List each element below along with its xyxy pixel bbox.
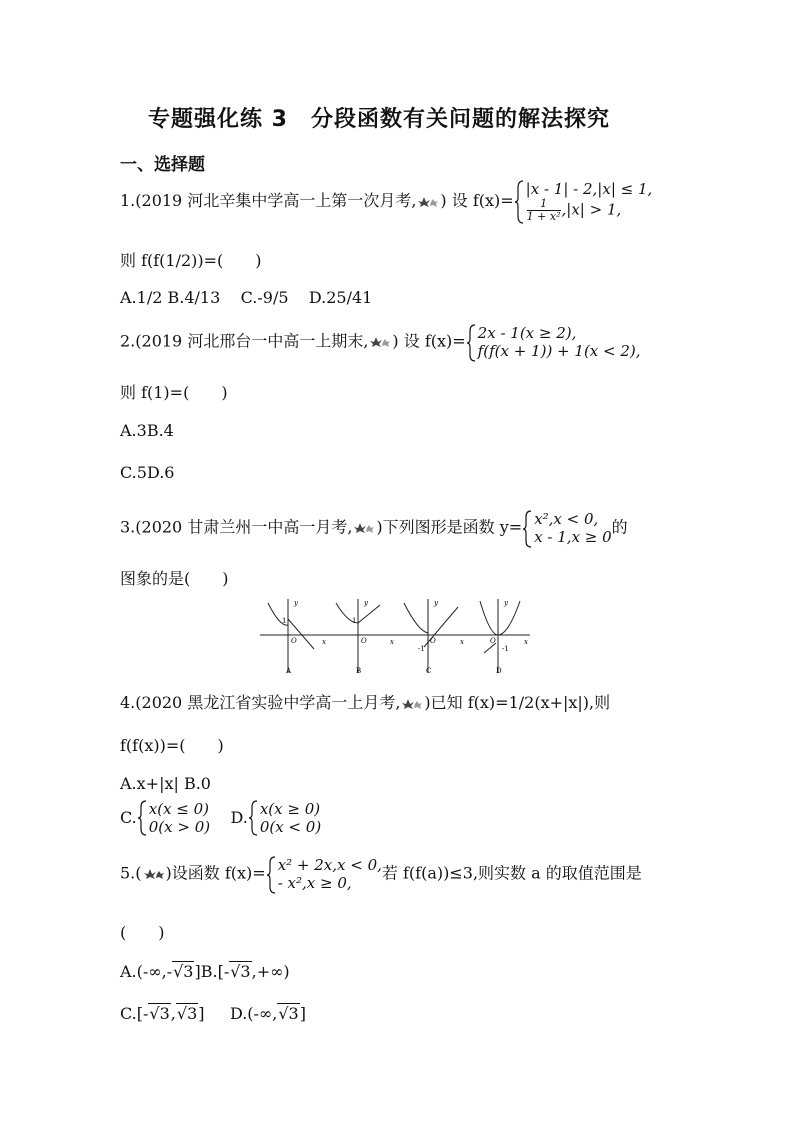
q5-options-cd <box>120 1004 306 1023</box>
graph-c-curve <box>404 603 428 633</box>
q1-option-d[interactable]: D.25/41 <box>308 288 373 307</box>
q5-option-a[interactable]: A.(-∞,-√3] <box>120 962 201 981</box>
q4-stem2: )已知 f(x)= <box>424 693 509 712</box>
page-title: 专题强化练 3 分段函数有关问题的解法探究 <box>148 107 610 132</box>
origin-label: O <box>430 637 436 645</box>
q4-options-cd <box>120 800 321 836</box>
q4-option-d[interactable]: D. x(x ≥ 0) 0(x < 0) <box>230 800 322 836</box>
q4-ask: f(f(x))=( ) <box>120 736 224 755</box>
q4-option-c-line2: 0(x > 0) <box>148 818 211 836</box>
q1-fraction: $\frac{1}{\text{1 + x²}}$ <box>526 197 561 223</box>
q3-piece2: x - 1,x ≥ 0 <box>534 528 612 546</box>
q2-stem: 2.(2019 河北邢台一中高一上期末, <box>120 331 369 351</box>
q3-piecewise <box>522 510 611 546</box>
brace-icon <box>514 180 524 224</box>
q2-piece2: f(f(x + 1)) + 1(x < 2), <box>477 342 641 360</box>
q4-option-c-line1: x(x ≤ 0) <box>148 800 210 818</box>
q3-piece1: x²,x < 0, <box>534 510 599 528</box>
q1-stem2: ) 设 f(x)= <box>440 191 514 210</box>
q2-options-ab[interactable]: A.3B.4 <box>120 421 174 440</box>
q5-stem2: )设函数 f(x)= <box>165 863 266 883</box>
graph-label-b: B <box>356 667 362 675</box>
q1-ask: 则 f(f(1/2))=( ) <box>120 251 262 270</box>
brace-icon <box>137 800 147 836</box>
q5-stem: 5.( <box>120 863 142 883</box>
axis-label-y: y <box>364 599 368 607</box>
difficulty-star-icon <box>418 196 438 208</box>
graph-option-d[interactable] <box>480 599 528 675</box>
q2-options-cd[interactable]: C.5D.6 <box>120 463 175 482</box>
tick-label: 1 <box>282 617 287 625</box>
q4-option-c[interactable]: C. x(x ≤ 0) 0(x > 0) <box>120 800 211 836</box>
graph-label-a: A <box>286 667 292 675</box>
q4-option-d-line1: x(x ≥ 0) <box>259 800 321 818</box>
q5-ask: ( ) <box>120 923 165 942</box>
q5-stem3: 若 f(f(a))≤3,则实数 a 的取值范围是 <box>381 863 642 883</box>
q5-option-b[interactable]: B.[-√3,+∞) <box>200 962 290 981</box>
difficulty-star-icon <box>354 522 374 534</box>
graph-option-b[interactable] <box>336 599 394 675</box>
graph-option-c[interactable] <box>404 599 464 675</box>
q2-piecewise <box>466 324 641 360</box>
difficulty-star-icon <box>370 336 390 348</box>
q5-piece2: - x²,x ≥ 0, <box>277 874 352 892</box>
brace-icon <box>466 324 476 362</box>
origin-label: O <box>291 637 297 645</box>
brace-icon <box>522 510 532 548</box>
q1-option-b[interactable]: B.4/13 <box>167 288 221 307</box>
q1-piecewise <box>514 180 653 223</box>
q3-graphs-figure <box>258 597 538 677</box>
difficulty-star-icon <box>144 868 164 880</box>
q3-stem2: )下列图形是函数 y= <box>376 517 523 537</box>
q1-option-a[interactable]: A.1/2 <box>120 288 163 307</box>
question-2 <box>120 324 641 360</box>
q1-options <box>120 288 372 307</box>
tick-label: -1 <box>502 645 509 653</box>
q1-piece1: |x - 1| - 2,|x| ≤ 1, <box>525 180 653 198</box>
q1-option-c[interactable]: C.-9/5 <box>240 288 289 307</box>
q3-ask: 图象的是( ) <box>120 569 229 588</box>
axis-label-x: x <box>322 638 326 646</box>
q4-options-ab[interactable]: A.x+|x| B.0 <box>120 774 211 793</box>
question-1 <box>120 180 652 223</box>
axis-label-y: y <box>504 599 508 607</box>
q5-option-d[interactable]: D.(-∞,√3] <box>229 1004 306 1023</box>
graph-label-d: D <box>496 667 502 675</box>
difficulty-star-icon <box>402 698 422 710</box>
graph-d-curve-left <box>480 601 498 635</box>
axis-label-y: y <box>294 599 298 607</box>
section-heading: 一、选择题 <box>120 155 205 175</box>
origin-label: O <box>490 637 496 645</box>
brace-icon <box>248 800 258 836</box>
q5-options-ab <box>120 962 290 981</box>
q5-piece1: x² + 2x,x < 0, <box>277 856 382 874</box>
q3-stem: 3.(2020 甘肃兰州一中高一月考, <box>120 517 353 537</box>
q2-ask: 则 f(1)=( ) <box>120 383 228 402</box>
axis-label-x: x <box>460 638 464 646</box>
axis-label-y: y <box>434 599 438 607</box>
q5-piecewise <box>266 856 382 892</box>
axis-label-x: x <box>524 638 528 646</box>
graph-label-c: C <box>426 667 432 675</box>
q2-piece1: 2x - 1(x ≥ 2), <box>477 324 577 342</box>
q2-stem2: ) 设 f(x)= <box>392 331 466 351</box>
q4-option-d-line2: 0(x < 0) <box>259 818 322 836</box>
q1-piece2: $\frac{1}{\text{1 + x²}}$ ,|x| > 1, <box>526 197 622 223</box>
brace-icon <box>266 856 276 894</box>
question-5 <box>120 856 642 892</box>
q4-stem: 4.(2020 黑龙江省实验中学高一上月考, <box>120 693 401 712</box>
question-3 <box>120 510 628 546</box>
graph-option-a[interactable] <box>268 599 326 675</box>
axis-label-x: x <box>390 638 394 646</box>
graph-b-line <box>358 605 380 623</box>
q4-fraction: 1/2 <box>508 693 535 712</box>
q5-option-c[interactable]: C.[-√3,√3] <box>120 1004 205 1023</box>
graph-d-curve-right <box>498 601 520 635</box>
q1-stem: 1.(2019 河北辛集中学高一上第一次月考, <box>120 191 417 210</box>
origin-label: O <box>361 637 367 645</box>
q3-stem3: 的 <box>611 517 628 537</box>
tick-label: 1 <box>352 617 357 625</box>
tick-label: -1 <box>418 645 425 653</box>
question-4 <box>120 690 610 713</box>
q4-stem3: (x+|x|),则 <box>534 693 611 712</box>
